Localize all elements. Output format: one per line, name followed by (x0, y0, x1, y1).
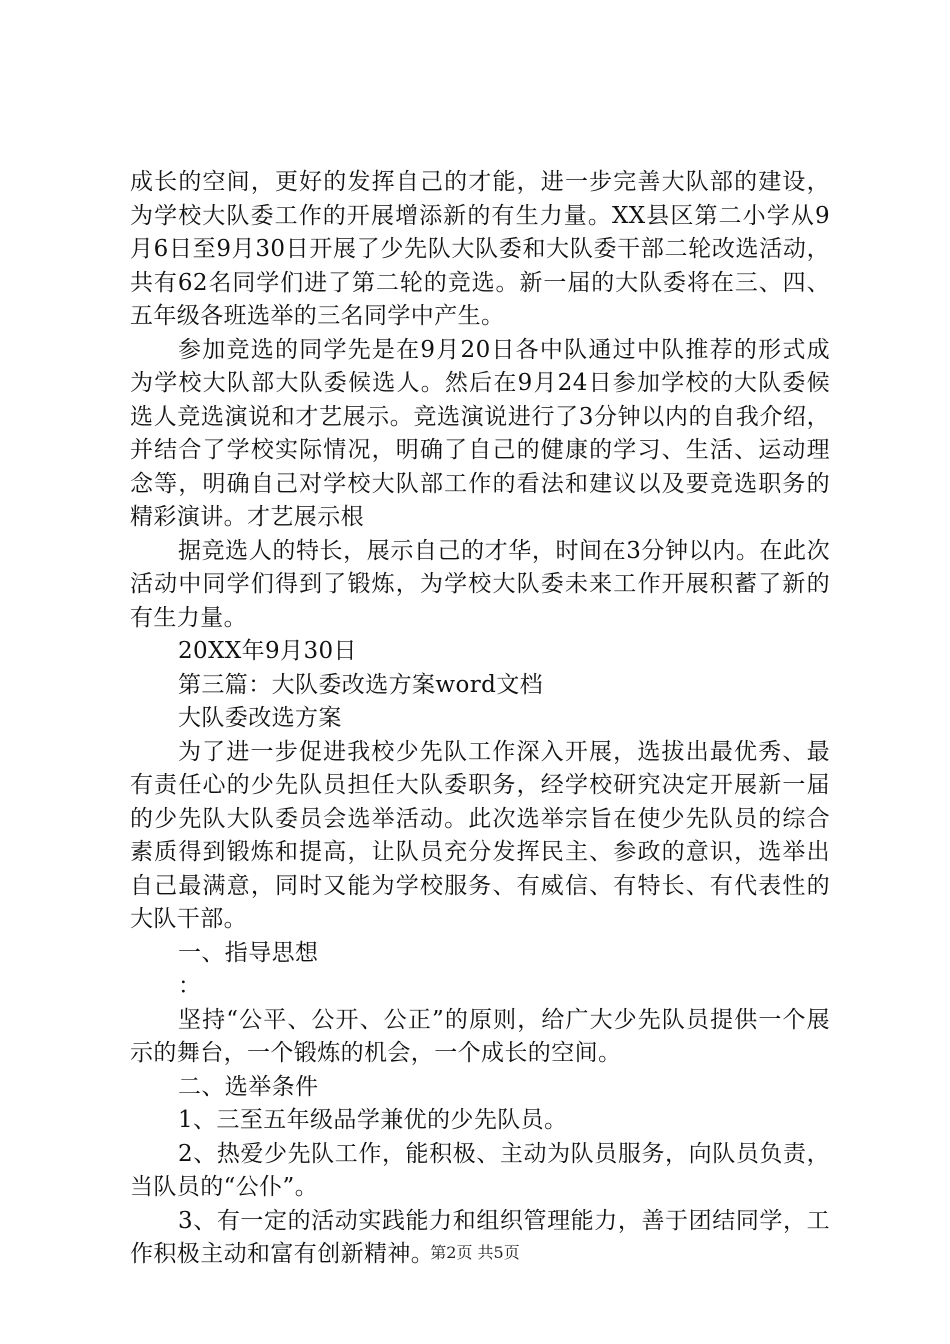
paragraph-date: 20XX年9月30日 (178, 638, 357, 664)
colon-line: ： (178, 973, 202, 999)
page-number-footer: 第2页 共5页 (430, 1243, 520, 1262)
condition-item-2: 2、热爱少先队工作，能积极、主动为队员服务，向队员负责，当队员的“公仆”。 (130, 1140, 830, 1200)
paragraph-principles: 坚持“公平、公开、公正”的原则，给广大少先队员提供一个展示的舞台，一个锻炼的机会，一个成长的空间。 (130, 1006, 830, 1066)
heading-guiding-ideology: 一、指导思想 (178, 939, 319, 966)
paragraph-talent-show: 据竞选人的特长，展示自己的才华，时间在3分钟以内。在此次活动中同学们得到了锻炼，为学校大队委未来工作开展积蓄了新的有生力量。 (130, 537, 830, 631)
condition-item-1: 1、三至五年级品学兼优的少先队员。 (178, 1107, 568, 1133)
condition-item-3: 3、有一定的活动实践能力和组织管理能力，善于团结同学，工作积极主动和富有创新精神。 (130, 1207, 830, 1267)
heading-election-conditions: 二、选举条件 (178, 1073, 319, 1100)
paragraph-election-process: 参加竞选的同学先是在9月20日各中队通过中队推荐的形式成为学校大队部大队委候选人。然后在9月24日参加学校的大队委候选人竞选演说和才艺展示。竞选演说进行了3分钟以内的自我介绍，并结合了学校实际情况，明确了自己的健康的学习、生活、运动理念等，明确自己对学校大队部工作的看法和建议以及要竞选职务的精彩演讲。才艺展示根 (130, 336, 830, 530)
paragraph-plan-purpose: 为了进一步促进我校少先队工作深入开展，选拔出最优秀、最有责任心的少先队员担任大队委职务，经学校研究决定开展新一届的少先队大队委员会选举活动。此次选举宗旨在使少先队员的综合素质得到锻炼和提高，让队员充分发挥民主、参政的意识，选举出自己最满意，同时又能为学校服务、有威信、有特长、有代表性的大队干部。 (130, 738, 830, 932)
plan-title: 大队委改选方案 (178, 705, 342, 731)
paragraph-intro-continued: 成长的空间，更好的发挥自己的才能，进一步完善大队部的建设，为学校大队委工作的开展增添新的有生力量。XX县区第二小学从9月6日至9月30日开展了少先队大队委和大队委干部二轮改选活动，共有62名同学们进了第二轮的竞选。新一届的大队委将在三、四、五年级各班选举的三名同学中产生。 (130, 169, 830, 329)
section-heading-third: 第三篇：大队委改选方案word文档 (178, 671, 544, 698)
document-body (130, 166, 830, 1272)
